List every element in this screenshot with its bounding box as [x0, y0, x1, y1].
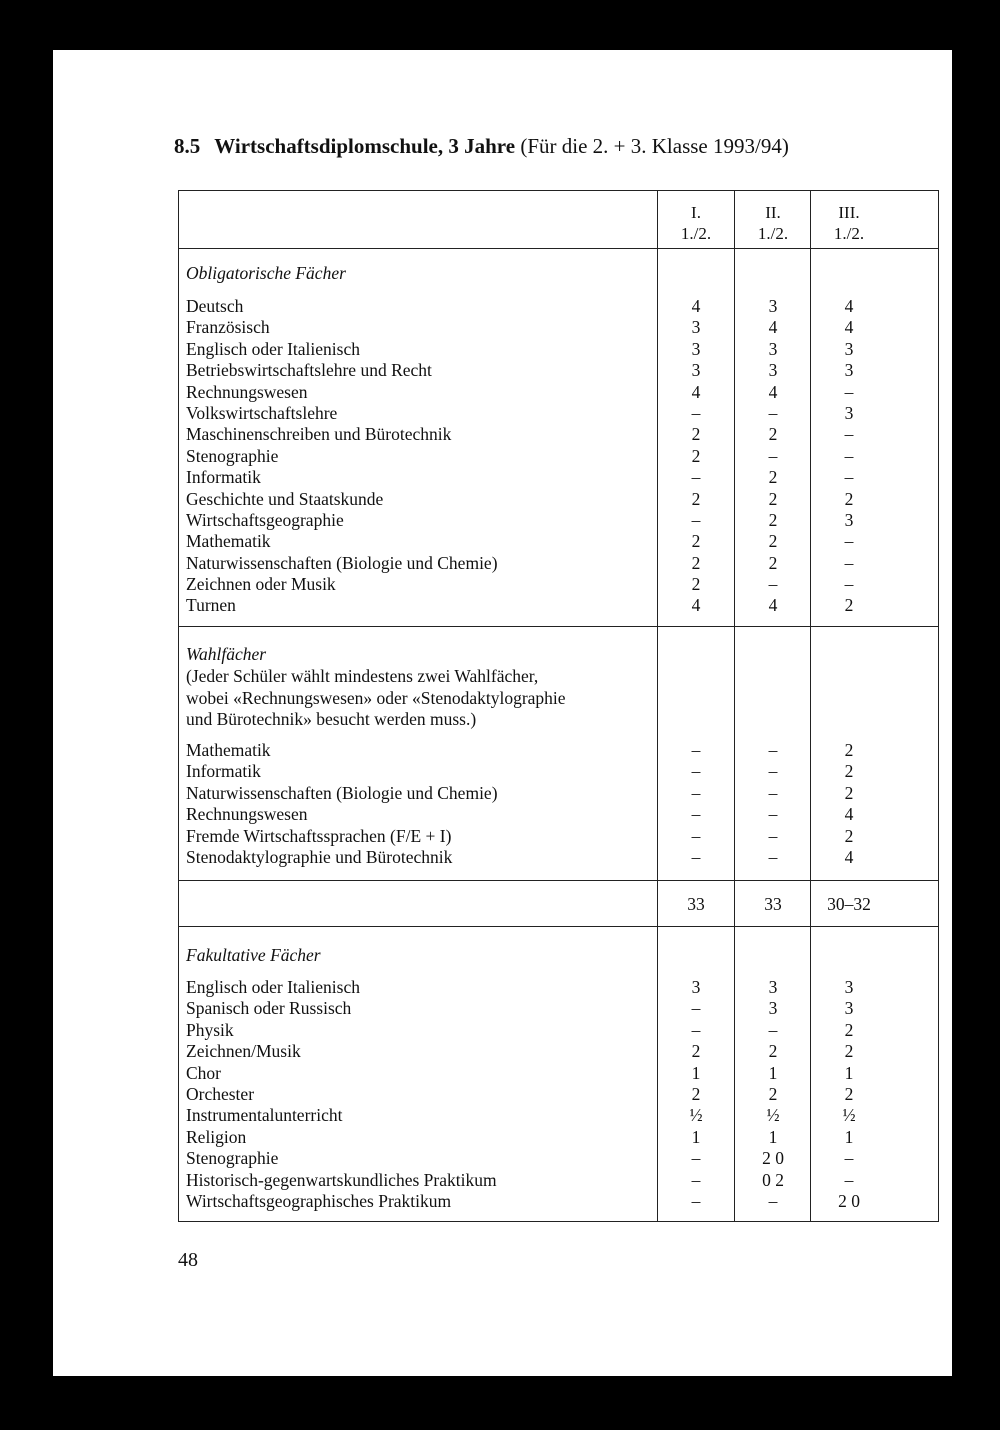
hours-cell: 1	[844, 1126, 854, 1147]
hours-cell: –	[691, 509, 701, 530]
hours-column	[735, 977, 811, 1212]
hours-cell: 2	[691, 552, 701, 573]
hours-cell: 4	[844, 296, 854, 316]
subject-name: Maschinenschreiben und Bürotechnik	[186, 424, 452, 445]
subject-name: Religion	[186, 1126, 247, 1147]
hours-cell: 4	[768, 317, 778, 338]
hours-cell: –	[844, 531, 854, 552]
subject-name: Spanisch oder Russisch	[186, 998, 352, 1019]
hours-cell: 2	[768, 1041, 778, 1062]
hours-cell: 4	[844, 846, 854, 867]
hours-cell: –	[844, 1148, 854, 1169]
section-heading: Obligatorische Fächer	[186, 263, 346, 283]
hours-cell: 2	[768, 531, 778, 552]
subject-name: Wirtschaftsgeographisches Praktikum	[186, 1190, 452, 1211]
hours-cell: 2 0	[762, 1148, 784, 1169]
subject-name: Orchester	[186, 1083, 255, 1104]
hours-cell: –	[768, 1190, 778, 1211]
subject-name: Stenodaktylographie und Bürotechnik	[186, 846, 453, 867]
subject-name: Informatik	[186, 467, 261, 488]
hours-column	[735, 296, 811, 617]
hours-cell: 1	[844, 1062, 854, 1083]
hours-cell: 2	[844, 782, 854, 803]
hours-cell: 3	[844, 509, 854, 530]
hours-cell: –	[691, 998, 701, 1019]
subject-name: Stenographie	[186, 1148, 279, 1169]
hours-cell: –	[768, 761, 778, 782]
hours-cell: 3	[768, 338, 778, 359]
subject-name: Informatik	[186, 761, 261, 782]
hours-column	[658, 977, 734, 1212]
hours-cell: –	[768, 740, 778, 760]
hours-cell: –	[691, 1169, 701, 1190]
subject-name: Englisch oder Italienisch	[186, 338, 360, 359]
subject-name: Naturwissenschaften (Biologie und Chemie)	[186, 782, 498, 803]
hours-cell: –	[844, 1169, 854, 1190]
hours-cell: 3	[768, 998, 778, 1019]
hours-cell: –	[691, 1019, 701, 1040]
hours-cell: –	[768, 574, 778, 595]
hours-column	[811, 296, 887, 617]
total-hours: 33	[687, 894, 705, 914]
hours-column	[811, 740, 887, 868]
hours-cell: 2	[844, 740, 854, 760]
hours-cell: 2	[844, 1083, 854, 1104]
hours-cell: –	[844, 424, 854, 445]
subject-name: Fremde Wirtschaftssprachen (F/E + I)	[186, 825, 452, 846]
hours-cell: 2	[768, 467, 778, 488]
hours-cell: 2	[691, 1041, 701, 1062]
hours-cell: –	[768, 445, 778, 466]
column-header: III. 1./2.	[833, 203, 865, 243]
subject-name: Mathematik	[186, 531, 271, 552]
hours-cell: –	[691, 804, 701, 825]
hours-cell: 3	[844, 402, 854, 423]
section-number: 8.5	[174, 134, 201, 158]
elective-note: (Jeder Schüler wählt mindestens zwei Wahlfächer, wobei «Rechnungswesen» oder «Stenodaktylographie und Bürotechnik» besucht werden muss.)	[186, 666, 566, 729]
hours-cell: 3	[691, 360, 701, 381]
hours-cell: 4	[768, 381, 778, 402]
hours-cell: 4	[844, 804, 854, 825]
hours-cell: –	[691, 825, 701, 846]
hours-column	[658, 740, 734, 868]
hours-cell: –	[768, 825, 778, 846]
hours-cell: –	[691, 782, 701, 803]
hours-cell: –	[844, 552, 854, 573]
hours-cell: 2	[691, 1083, 701, 1104]
hours-cell: 1	[768, 1126, 778, 1147]
section-divider	[179, 926, 938, 927]
school-name: Wirtschaftsdiplomschule, 3 Jahre	[214, 134, 516, 158]
hours-cell: 3	[844, 998, 854, 1019]
section-heading: Fakultative Fächer	[186, 945, 321, 965]
hours-cell: 2	[691, 488, 701, 509]
subject-name: Zeichnen oder Musik	[186, 574, 336, 595]
hours-cell: –	[844, 445, 854, 466]
hours-cell: ½	[766, 1105, 780, 1126]
hours-cell: 3	[691, 338, 701, 359]
total-hours: 30–32	[827, 894, 871, 914]
hours-cell: 3	[691, 977, 701, 997]
subject-name: Mathematik	[186, 740, 271, 760]
hours-cell: 2	[844, 488, 854, 509]
hours-cell: 2	[844, 1019, 854, 1040]
hours-cell: 2	[844, 595, 854, 616]
subject-name: Englisch oder Italienisch	[186, 977, 360, 997]
hours-cell: 2	[691, 445, 701, 466]
page-number: 48	[178, 1249, 198, 1271]
hours-cell: –	[844, 381, 854, 402]
column-header: I. 1./2.	[680, 203, 712, 243]
hours-cell: 1	[691, 1062, 701, 1083]
hours-cell: 2	[768, 1083, 778, 1104]
subject-name: Französisch	[186, 317, 270, 338]
subject-name: Wirtschaftsgeographie	[186, 509, 344, 530]
subject-list	[186, 977, 497, 1212]
hours-column	[811, 977, 887, 1212]
subject-name: Instrumentalunterricht	[186, 1105, 343, 1126]
hours-cell: –	[768, 782, 778, 803]
subject-name: Historisch-gegenwartskundliches Praktikum	[186, 1169, 497, 1190]
section-title	[174, 136, 789, 157]
subject-name: Betriebswirtschaftslehre und Recht	[186, 360, 432, 381]
hours-cell: 2	[768, 488, 778, 509]
hours-cell: 2	[691, 531, 701, 552]
subject-name: Zeichnen/Musik	[186, 1041, 301, 1062]
hours-column	[735, 740, 811, 868]
subject-name: Volkswirtschaftslehre	[186, 402, 338, 423]
subject-name: Physik	[186, 1019, 234, 1040]
title-suffix: (Für die 2. + 3. Klasse 1993/94)	[520, 134, 789, 158]
hours-cell: 2	[768, 552, 778, 573]
hours-column	[658, 296, 734, 617]
hours-cell: –	[691, 1190, 701, 1211]
subject-name: Naturwissenschaften (Biologie und Chemie)	[186, 552, 498, 573]
hours-cell: –	[844, 574, 854, 595]
hours-cell: 0 2	[762, 1169, 784, 1190]
hours-cell: 4	[691, 296, 701, 316]
subject-name: Turnen	[186, 595, 236, 616]
hours-cell: 2	[844, 1041, 854, 1062]
hours-cell: 1	[691, 1126, 701, 1147]
hours-cell: ½	[842, 1105, 856, 1126]
hours-cell: 3	[691, 317, 701, 338]
hours-cell: –	[768, 402, 778, 423]
hours-cell: 3	[844, 338, 854, 359]
hours-cell: –	[691, 467, 701, 488]
subject-list	[186, 740, 498, 868]
hours-cell: ½	[689, 1105, 703, 1126]
column-header: II. 1./2.	[757, 203, 789, 243]
subject-name: Rechnungswesen	[186, 381, 308, 402]
curriculum-table	[178, 190, 939, 1222]
hours-cell: –	[691, 1148, 701, 1169]
hours-cell: –	[691, 740, 701, 760]
hours-cell: 3	[844, 977, 854, 997]
hours-cell: 3	[768, 296, 778, 316]
hours-cell: 2	[844, 761, 854, 782]
hours-cell: 3	[768, 977, 778, 997]
hours-cell: 3	[844, 360, 854, 381]
hours-cell: –	[768, 1019, 778, 1040]
hours-cell: 3	[768, 360, 778, 381]
hours-cell: –	[691, 402, 701, 423]
hours-cell: 1	[768, 1062, 778, 1083]
hours-cell: 4	[691, 595, 701, 616]
hours-cell: 2	[844, 825, 854, 846]
hours-cell: –	[691, 846, 701, 867]
hours-cell: 4	[691, 381, 701, 402]
subject-name: Chor	[186, 1062, 221, 1083]
hours-cell: 2	[768, 424, 778, 445]
subject-name: Geschichte und Staatskunde	[186, 488, 384, 509]
subject-name: Stenographie	[186, 445, 279, 466]
section-heading: Wahlfächer	[186, 644, 267, 664]
hours-cell: –	[691, 761, 701, 782]
hours-cell: 4	[768, 595, 778, 616]
hours-cell: 2	[691, 424, 701, 445]
hours-cell: –	[844, 467, 854, 488]
section-divider	[179, 626, 938, 627]
total-hours: 33	[764, 894, 782, 914]
header-divider	[179, 248, 938, 249]
hours-cell: 4	[844, 317, 854, 338]
hours-cell: 2 0	[838, 1190, 860, 1211]
document-page	[53, 50, 952, 1376]
hours-cell: 2	[691, 574, 701, 595]
hours-cell: –	[768, 846, 778, 867]
hours-cell: 2	[768, 509, 778, 530]
section-divider	[179, 880, 938, 881]
hours-cell: –	[768, 804, 778, 825]
subject-list	[186, 296, 498, 617]
subject-name: Rechnungswesen	[186, 804, 308, 825]
subject-name: Deutsch	[186, 296, 244, 316]
